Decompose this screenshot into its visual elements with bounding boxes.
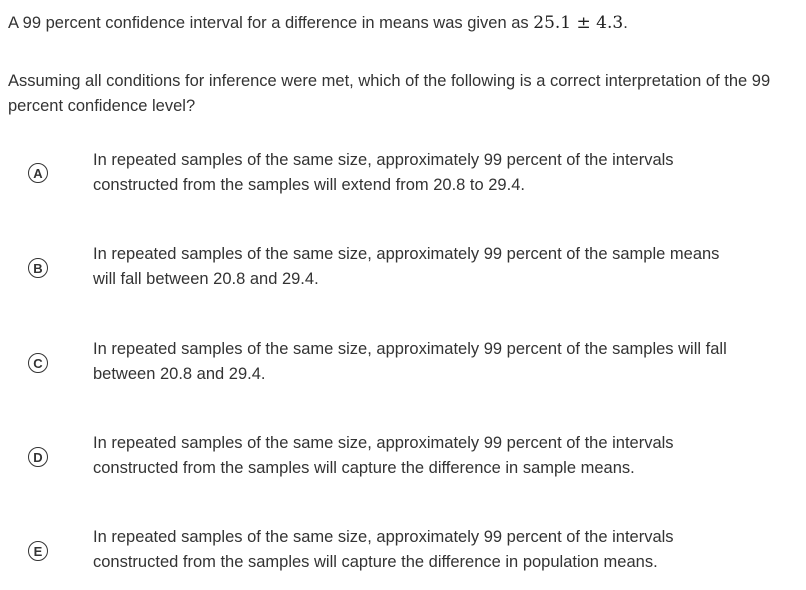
choice-a-line-2: constructed from the samples will extend from 20.8 to 29.4. xyxy=(93,176,525,194)
stem-period: . xyxy=(623,14,628,32)
stem-text: A 99 percent confidence interval for a difference in means was given as xyxy=(8,14,529,32)
choice-b-text xyxy=(93,242,783,292)
choice-d[interactable] xyxy=(0,431,806,491)
choice-c-text xyxy=(93,337,783,387)
choice-a-text xyxy=(93,148,783,198)
choice-a-marker[interactable]: A xyxy=(28,163,48,183)
choice-b-line-2: will fall between 20.8 and 29.4. xyxy=(93,270,319,288)
choice-d-line-1: In repeated samples of the same size, approximately 99 percent of the intervals xyxy=(93,434,674,452)
choice-e-text xyxy=(93,525,783,575)
stem-interval-math: 25.1 ± 4.3 xyxy=(533,13,624,33)
choice-e-line-1: In repeated samples of the same size, approximately 99 percent of the intervals xyxy=(93,528,674,546)
choice-a[interactable] xyxy=(0,148,806,208)
choice-c[interactable] xyxy=(0,337,806,397)
choice-c-line-1: In repeated samples of the same size, approximately 99 percent of the samples will fall xyxy=(93,340,727,358)
choice-b[interactable] xyxy=(0,242,806,302)
choice-b-marker[interactable]: B xyxy=(28,258,48,278)
choice-d-marker[interactable]: D xyxy=(28,447,48,467)
choice-d-line-2: constructed from the samples will capture the difference in sample means. xyxy=(93,459,635,477)
question-prompt: Assuming all conditions for inference were met, which of the following is a correct interpretation of the 99 percent confidence level? xyxy=(8,72,771,115)
choice-a-line-1: In repeated samples of the same size, approximately 99 percent of the intervals xyxy=(93,151,674,169)
choice-c-line-2: between 20.8 and 29.4. xyxy=(93,365,266,383)
choice-e[interactable] xyxy=(0,525,806,585)
choice-e-marker[interactable]: E xyxy=(28,541,48,561)
question-stem xyxy=(8,11,798,36)
choice-e-line-2: constructed from the samples will capture the difference in population means. xyxy=(93,553,658,571)
choice-b-line-1: In repeated samples of the same size, approximately 99 percent of the sample means xyxy=(93,245,720,263)
choice-c-marker[interactable]: C xyxy=(28,353,48,373)
choice-d-text xyxy=(93,431,783,481)
